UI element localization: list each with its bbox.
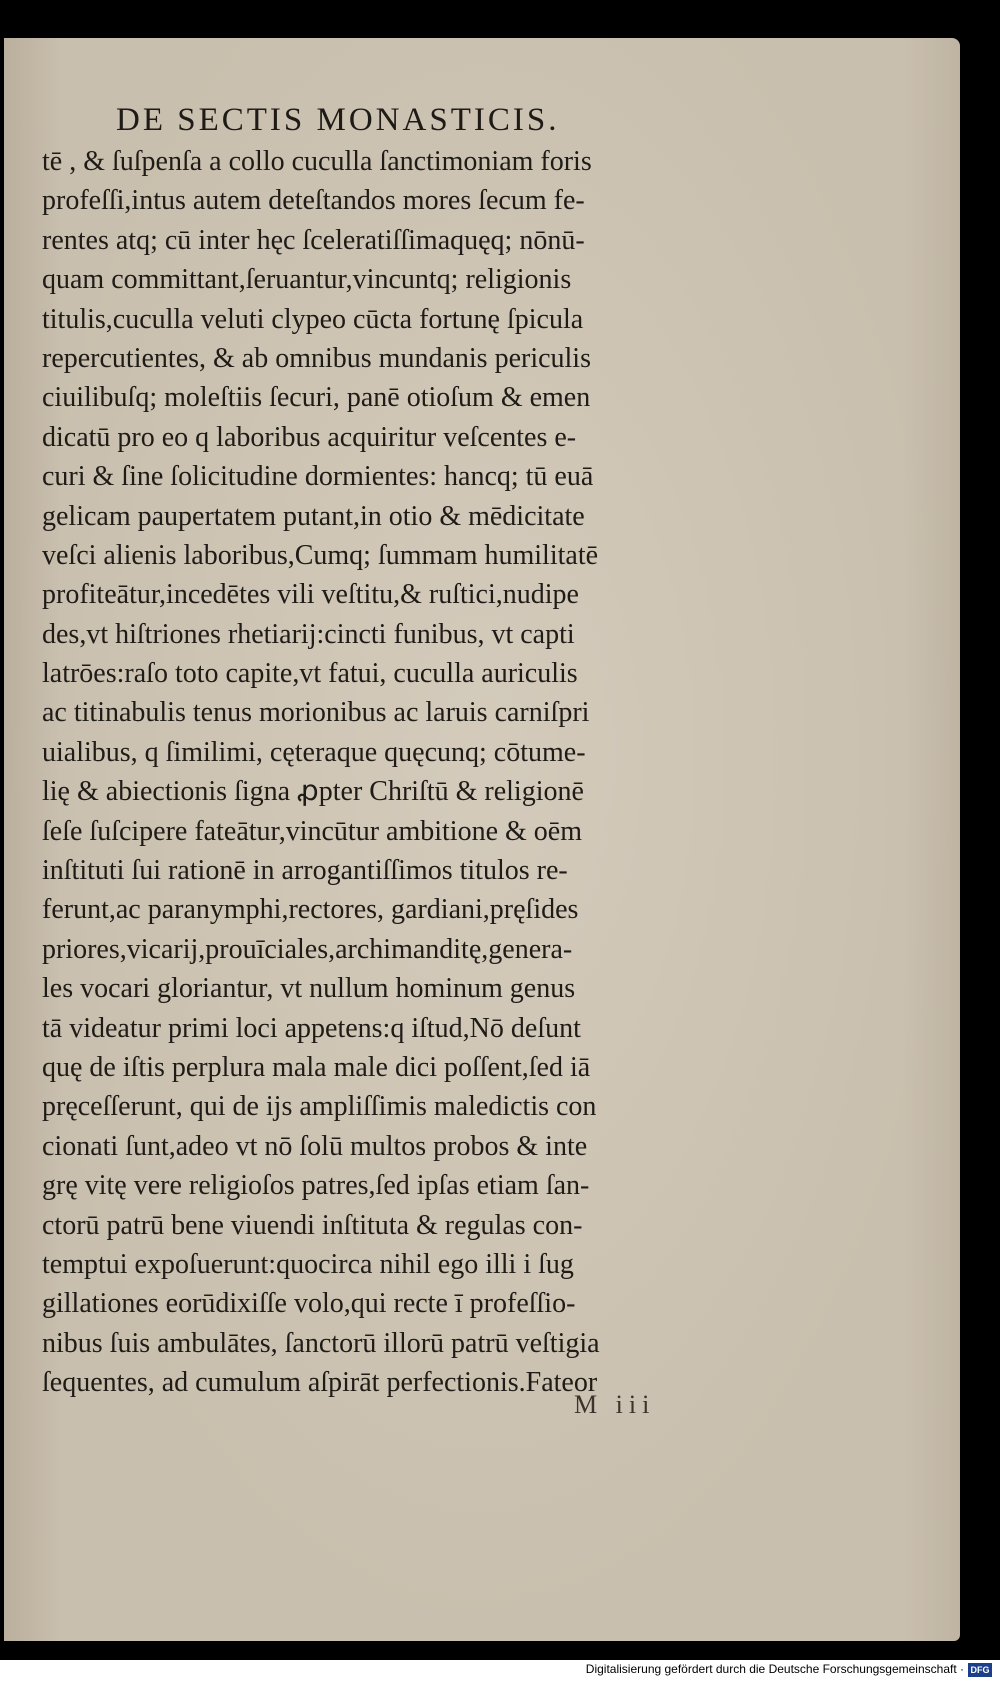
text-line: grę vitę vere religioſos patres,ſed ipſas etiam ſan- [42, 1170, 590, 1202]
text-line: ctorū patrū bene viuendi inſtituta & regulas con- [42, 1209, 583, 1241]
footer-bar [0, 1660, 1000, 1681]
text-line: titulis,cuculla veluti clypeo cūcta fortunę ſpicula [42, 303, 584, 335]
text-line: priores,vicarij,prouīciales,archimanditę,genera- [42, 933, 573, 965]
text-line: repercutientes, & ab omnibus mundanis periculis [42, 342, 591, 374]
text-line: ſequentes, ad cumulum aſpirāt perfectionis.Fateor [42, 1367, 598, 1399]
body-text [42, 142, 762, 1403]
signature-mark: M iii [574, 1390, 656, 1419]
text-line: inſtituti ſui rationē in arrogantiſſimos titulos re- [42, 855, 568, 887]
book-page [4, 38, 960, 1641]
running-header: DE SECTIS MONASTICIS. [116, 102, 560, 138]
text-line: des,vt hiſtriones rhetiarij:cincti funibus, vt capti [42, 618, 575, 650]
text-line: pręceſſerunt, qui de ijs ampliſſimis maledictis con [42, 1091, 597, 1123]
text-line: ferunt,ac paranymphi,rectores, gardiani,pręſides [42, 894, 579, 926]
text-line: tē , & ſuſpenſa a collo cuculla ſanctimoniam foris [42, 146, 592, 177]
text-line: ac titinabulis tenus morionibus ac laruis carniſpri [42, 697, 590, 729]
text-line: ſeſe ſuſcipere fateātur,vincūtur ambitione & oēm [42, 815, 582, 847]
text-line: lię & abiectionis ſigna ꝓpter Chriſtū & religionē [42, 776, 584, 808]
text-line: les vocari gloriantur, vt nullum hominum genus [42, 973, 576, 1005]
text-line: quę de iſtis perplura mala male dici poſſent,ſed iā [42, 1051, 591, 1083]
text-line: curi & ſine ſolicitudine dormientes: hancq; tū euā [42, 461, 594, 493]
text-line: quam committant,ſeruantur,vincuntq; religionis [42, 264, 572, 296]
text-line: dicatū pro eo q laboribus acquiritur veſcentes e- [42, 421, 577, 453]
text-line: nibus ſuis ambulātes, ſanctorū illorū patrū veſtigia [42, 1327, 600, 1359]
text-line: latrōes:raſo toto capite,vt fatui, cuculla auriculis [42, 658, 578, 690]
text-line: tā videatur primi loci appetens:q iſtud,Nō deſunt [42, 1012, 581, 1044]
text-line: profiteātur,incedētes vili veſtitu,& ruſtici,nudipe [42, 579, 579, 611]
text-line: gelicam paupertatem putant,in otio & mēdicitate [42, 500, 585, 532]
text-line: cionati ſunt,adeo vt nō ſolū multos probos & inte [42, 1130, 588, 1162]
text-line: uialibus, q ſimilimi, cęteraque quęcunq; cōtume- [42, 736, 586, 768]
text-line: profeſſi,intus autem deteſtandos mores ſecum fe- [42, 185, 585, 217]
dfg-logo: DFG [968, 1663, 992, 1677]
text-line: ciuilibuſq; moleſtiis ſecuri, panē otioſum & emen [42, 382, 591, 414]
text-line: gillationes eorūdixiſſe volo,qui recte ī profeſſio- [42, 1288, 576, 1320]
text-line: rentes atq; cū inter hęc ſceleratiſſimaquęq; nōnū- [42, 224, 585, 256]
text-line: veſci alienis laboribus,Cumq; ſummam humilitatē [42, 539, 599, 571]
funding-credit: Digitalisierung gefördert durch die Deutsche Forschungsgemeinschaft · [585, 1662, 964, 1676]
text-line: temptui expoſuerunt:quocirca nihil ego illi i ſug [42, 1248, 574, 1280]
